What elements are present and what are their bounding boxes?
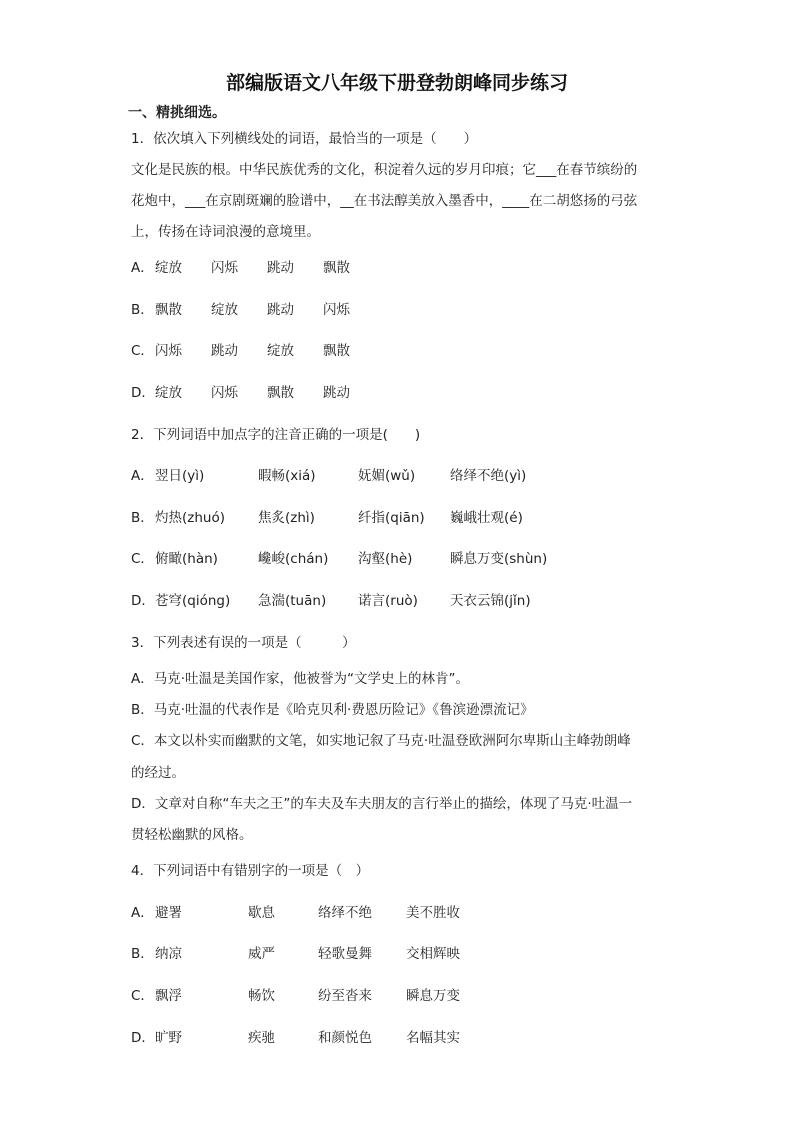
option-word: 交相辉映 bbox=[406, 946, 460, 962]
question-1-passage-line: 文化是民族的根。中华民族优秀的文化，积淀着久远的岁月印痕；它___在春节缤纷的 bbox=[131, 162, 638, 178]
option-word: 飘散 bbox=[323, 343, 350, 359]
option-word: 闪烁 bbox=[211, 260, 238, 276]
question-4-option-b[interactable] bbox=[131, 944, 460, 964]
question-2-option-b[interactable] bbox=[131, 508, 523, 528]
option-word: 妩媚(wǔ) bbox=[358, 468, 416, 484]
option-word: 络绎不绝(yì) bbox=[450, 468, 527, 484]
question-2-stem: 2．下列词语中加点字的注音正确的一项是( ) bbox=[131, 427, 421, 443]
option-word: 绽放 bbox=[211, 302, 238, 318]
question-4-stem: 4．下列词语中有错别字的一项是（ ） bbox=[131, 863, 370, 879]
option-letter: C． bbox=[131, 988, 154, 1004]
option-word: 急湍(tuān) bbox=[258, 593, 327, 609]
option-word: 跳动 bbox=[211, 343, 238, 359]
option-word: 飘散 bbox=[323, 260, 350, 276]
option-word: 翌日(yì) bbox=[155, 468, 205, 484]
question-3-option-c[interactable]: C．本文以朴实而幽默的文笔，如实地记叙了马克·吐温登欧洲阿尔卑斯山主峰勃朗峰 bbox=[131, 733, 631, 749]
question-1-stem: 1．依次填入下列横线处的词语，最恰当的一项是（ ） bbox=[131, 131, 478, 147]
question-3-option-c-continued: 的经过。 bbox=[131, 765, 185, 781]
option-word: 天衣云锦(jǐn) bbox=[450, 593, 531, 609]
option-word: 巍峨壮观(é) bbox=[450, 510, 523, 526]
option-word: 苍穹(qióng) bbox=[155, 593, 231, 609]
question-1-option-d[interactable] bbox=[131, 383, 350, 403]
option-word: 绽放 bbox=[155, 260, 182, 276]
option-letter: D． bbox=[131, 1030, 155, 1046]
option-word: 灼热(zhuó) bbox=[155, 510, 225, 526]
question-4-option-d[interactable] bbox=[131, 1028, 460, 1048]
page-title: 部编版语文八年级下册登勃朗峰同步练习 bbox=[225, 72, 568, 94]
question-3-option-b[interactable]: B．马克·吐温的代表作是《哈克贝利·费恩历险记》《鲁滨逊漂流记》 bbox=[131, 702, 534, 718]
option-word: 跳动 bbox=[267, 260, 294, 276]
option-word: 畅饮 bbox=[248, 988, 275, 1004]
question-3-option-d[interactable]: D．文章对自称“车夫之王”的车夫及车夫朋友的言行举止的描绘，体现了马克·吐温一 bbox=[131, 796, 633, 812]
option-letter: D． bbox=[131, 593, 155, 609]
option-word: 旷野 bbox=[155, 1030, 182, 1046]
option-word: 络绎不绝 bbox=[318, 905, 372, 921]
option-word: 诺言(ruò) bbox=[358, 593, 418, 609]
option-word: 闪烁 bbox=[323, 302, 350, 318]
option-word: 瞬息万变 bbox=[406, 988, 460, 1004]
option-letter: D． bbox=[131, 385, 155, 401]
question-3-stem: 3．下列表述有误的一项是（ ） bbox=[131, 635, 356, 651]
question-2-option-a[interactable] bbox=[131, 466, 526, 486]
option-word: 闪烁 bbox=[211, 385, 238, 401]
question-1-passage-line: 上，传扬在诗词浪漫的意境里。 bbox=[131, 224, 320, 240]
question-1-option-c[interactable] bbox=[131, 341, 350, 361]
option-letter: B． bbox=[131, 510, 154, 526]
question-4-option-a[interactable] bbox=[131, 903, 460, 923]
option-letter: B． bbox=[131, 302, 154, 318]
option-word: 纳凉 bbox=[155, 946, 182, 962]
option-word: 俯瞰(hàn) bbox=[155, 551, 218, 567]
option-word: 飘浮 bbox=[155, 988, 182, 1004]
option-word: 绽放 bbox=[267, 343, 294, 359]
question-3-option-a[interactable]: A．马克·吐温是美国作家，他被誉为“文学史上的林肯”。 bbox=[131, 671, 470, 687]
option-word: 纷至沓来 bbox=[318, 988, 372, 1004]
question-2-option-c[interactable] bbox=[131, 549, 547, 569]
option-word: 轻歌曼舞 bbox=[318, 946, 372, 962]
option-letter: A． bbox=[131, 905, 154, 921]
option-word: 和颜悦色 bbox=[318, 1030, 372, 1046]
option-word: 飘散 bbox=[267, 385, 294, 401]
question-1-option-b[interactable] bbox=[131, 300, 350, 320]
option-word: 跳动 bbox=[323, 385, 350, 401]
option-word: 美不胜收 bbox=[406, 905, 460, 921]
question-3-option-d-continued: 贯轻松幽默的风格。 bbox=[131, 827, 253, 843]
option-word: 避署 bbox=[155, 905, 182, 921]
option-word: 威严 bbox=[248, 946, 275, 962]
option-word: 巉峻(chán) bbox=[258, 551, 329, 567]
option-word: 瞬息万变(shùn) bbox=[450, 551, 548, 567]
option-word: 焦炙(zhì) bbox=[258, 510, 315, 526]
option-letter: A． bbox=[131, 260, 154, 276]
option-word: 歇息 bbox=[248, 905, 275, 921]
option-letter: B． bbox=[131, 946, 154, 962]
option-word: 纤指(qiān) bbox=[358, 510, 425, 526]
section-heading: 一、精挑细选。 bbox=[128, 105, 226, 121]
option-letter: C． bbox=[131, 551, 154, 567]
option-word: 暇畅(xiá) bbox=[258, 468, 316, 484]
option-word: 绽放 bbox=[155, 385, 182, 401]
option-word: 飘散 bbox=[155, 302, 182, 318]
question-1-passage-line: 花炮中，___在京剧斑斓的脸谱中，__在书法醇美放入墨香中，____在二胡悠扬的弓弦 bbox=[131, 193, 638, 209]
option-letter: A． bbox=[131, 468, 154, 484]
option-letter: C． bbox=[131, 343, 154, 359]
question-1-option-a[interactable] bbox=[131, 258, 350, 278]
option-word: 跳动 bbox=[267, 302, 294, 318]
option-word: 名幅其实 bbox=[406, 1030, 460, 1046]
option-word: 闪烁 bbox=[155, 343, 182, 359]
question-2-option-d[interactable] bbox=[131, 591, 531, 611]
option-word: 沟壑(hè) bbox=[358, 551, 413, 567]
option-word: 疾驰 bbox=[248, 1030, 275, 1046]
question-4-option-c[interactable] bbox=[131, 986, 460, 1006]
